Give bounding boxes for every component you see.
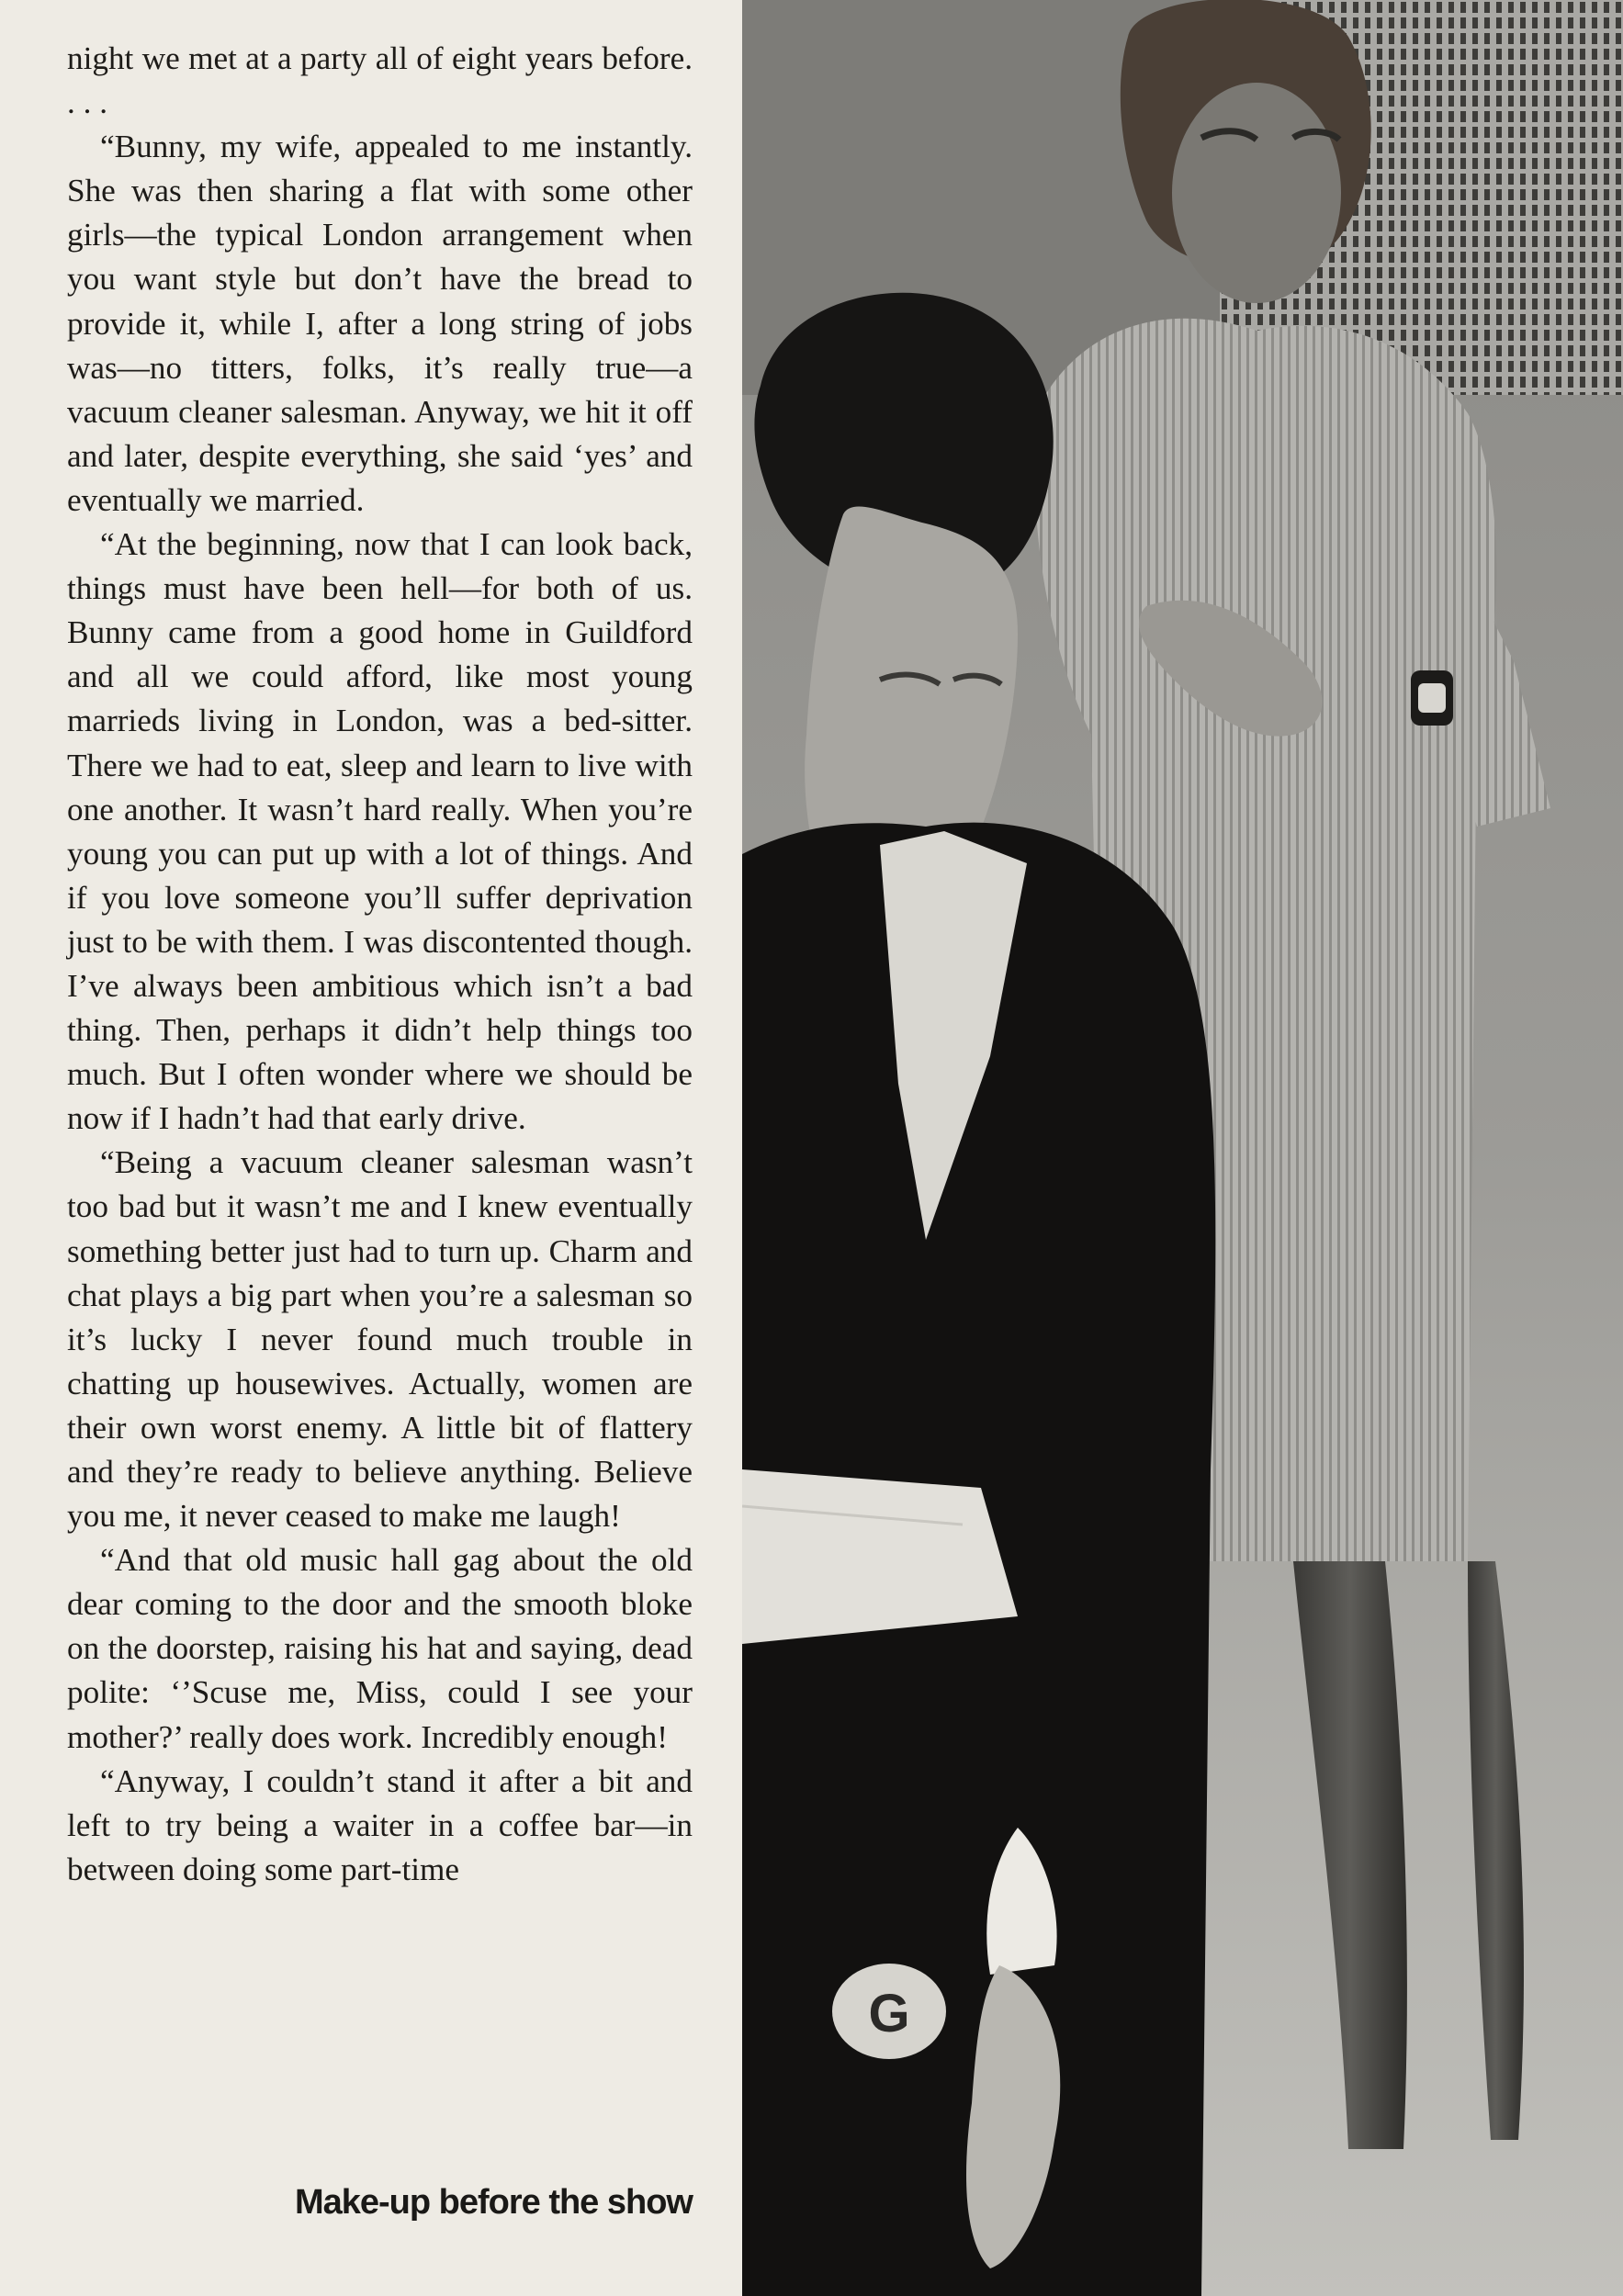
article-paragraph: “Anyway, I couldn’t stand it after a bit and left to try being a waiter in a coffee bar—in between doing some part-time [67, 1762, 693, 1887]
article-paragraph: “And that old music hall gag about the old dear coming to the door and the smooth bloke on the doorstep, raising his hat and saying, dead polite: ‘’Scuse me, Miss, could I see your mother?’ really does work. Incredibly enough! [67, 1542, 693, 1755]
article-paragraph: night we met at a party all of eight years before. . . . [67, 40, 693, 121]
article-paragraph: “At the beginning, now that I can look back, things must have been hell—for both of us. Bunny came from a good home in Guildford and all we could afford, like most young marrieds living in London, was a bed-sitter. There we had to eat, sleep and learn to live with one another. It wasn’t hard really. When you’re young you can put up with a lot of things. And if you love someone you’ll suffer deprivation just to be with them. I was discontented though. I’ve always been ambitious which isn’t a bad thing. Then, perhaps it didn’t help things too much. But I often wonder where we should be now if I hadn’t had that early drive. [67, 526, 693, 1137]
photograph [742, 0, 1623, 2296]
photo-caption: Make-up before the show [294, 2183, 693, 2222]
article-paragraph: “Bunny, my wife, appealed to me instantly. She was then sharing a flat with some other girls—the typical London arrangement when you want style but don’t have the bread to provide it, while I, after a long string of jobs was—no titters, folks, it’s really true—a vacuum cleaner salesman. Anyway, we hit it off and later, despite everything, she said ‘yes’ and eventually we married. [67, 129, 693, 518]
article-column [67, 37, 693, 2103]
paper-sheet [742, 1469, 1018, 1644]
sleeve-emblem: G [868, 1984, 910, 2043]
article-paragraph: “Being a vacuum cleaner salesman wasn’t too bad but it wasn’t me and I knew eventually something better just had to turn up. Charm and chat plays a big part when you’re a salesman so it’s lucky I never found much trouble in chatting up housewives. Actually, women are their own worst enemy. A little bit of flattery and they’re ready to believe anything. Believe you me, it never ceased to make me laugh! [67, 1144, 693, 1535]
